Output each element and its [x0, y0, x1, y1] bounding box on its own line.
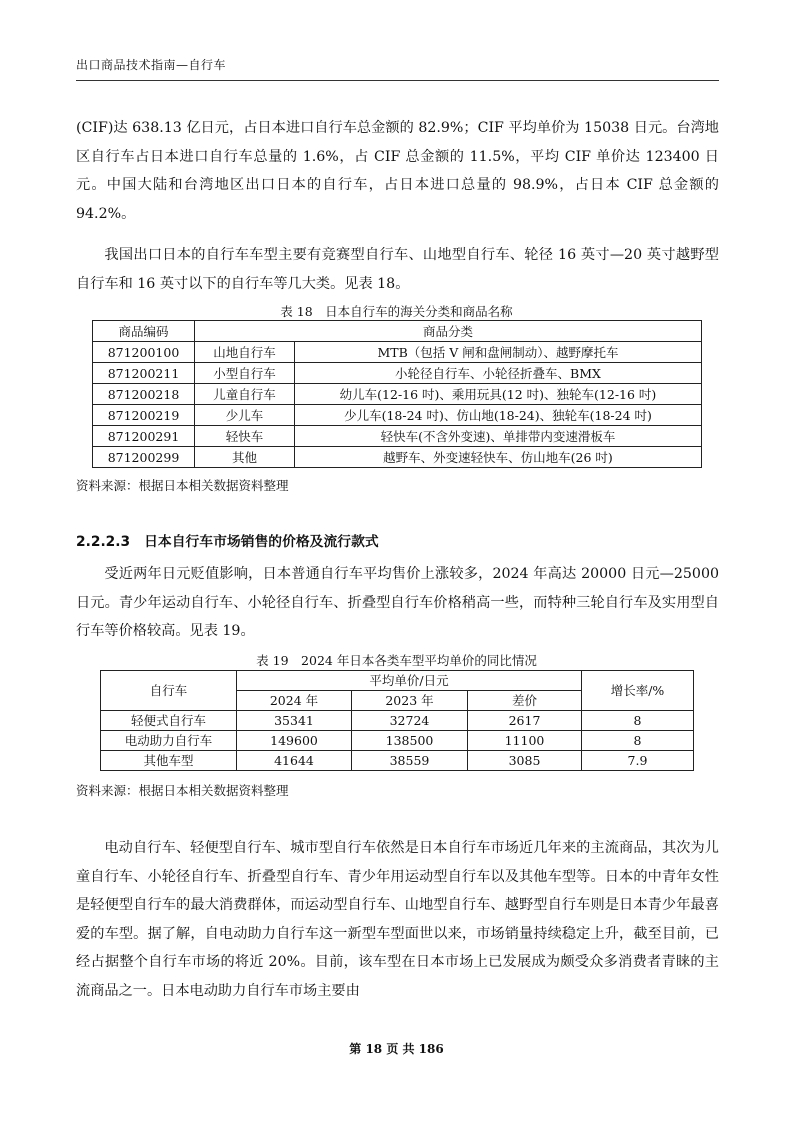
header-2024: 2024 年 [237, 691, 352, 711]
cell-diff: 2617 [468, 711, 582, 731]
table-row [93, 426, 702, 447]
cell-name: 其他车型 [101, 751, 237, 771]
cell-2024: 149600 [237, 731, 352, 751]
cell-code: 871200299 [93, 447, 195, 468]
paragraph-price-trends: 受近两年日元贬值影响，日本普通自行车平均售价上涨较多，2024 年高达 20000 日元—25000 日元。青少年运动自行车、小轮径自行车、折叠型自行车价格稍高一些，而特种三轮自行车及实用型自行车等价格较高。见表 19。 [76, 566, 719, 639]
table-row [93, 363, 702, 384]
cell-2024: 35341 [237, 711, 352, 731]
cell-name: 轻便式自行车 [101, 711, 237, 731]
cell-desc: 幼儿车(12-16 吋)、乘用玩具(12 吋)、独轮车(12-16 吋) [295, 384, 702, 405]
cell-code: 871200291 [93, 426, 195, 447]
cell-type: 山地自行车 [195, 342, 295, 363]
running-header: 出口商品技术指南—自行车 [76, 58, 227, 72]
paragraph-market-mainstream: 电动自行车、轻便型自行车、城市型自行车依然是日本自行车市场近几年来的主流商品，其次为儿童自行车、小轮径自行车、折叠型自行车、青少年用运动型自行车以及其他车型等。日本的中青年女性是轻便型自行车的最大消费群体，而运动型自行车、山地型自行车、越野型自行车则是日本青少年最喜爱的车型。据了解，自电动助力自行车这一新型车型面世以来，市场销量持续稳定上升，截至目前，已经占据整个自行车市场的将近 20%。目前，该车型在日本市场上已发展成为颇受众多消费者青睐的主流商品之一。日本电动助力自行车市场主要由 [76, 840, 719, 999]
table-header-row [101, 671, 694, 691]
table-row [101, 731, 694, 751]
table-18-customs-classification [92, 320, 702, 468]
table-19-average-price [100, 670, 694, 771]
cell-growth: 8 [582, 731, 694, 751]
cell-desc: MTB（包括 V 闸和盘闸制动）、越野摩托车 [295, 342, 702, 363]
paragraph-cif-summary: (CIF)达 638.13 亿日元，占日本进口自行车总金额的 82.9%；CIF 平均单价为 15038 日元。台湾地区自行车占日本进口自行车总量的 1.6%，占 CIF 总金额的 11.5%，平均 CIF 单价达 123400 日元。中国大陆和台湾地区出口日本的自行车，占日本进口总量的 98.9%，占日本 CIF 总金额的 94.2%。 [76, 120, 719, 222]
header-difference: 差价 [468, 691, 582, 711]
table-18-caption: 表 18 日本自行车的海关分类和商品名称 [280, 304, 513, 319]
cell-diff: 11100 [468, 731, 582, 751]
cell-desc: 越野车、外变速轻快车、仿山地车(26 吋) [295, 447, 702, 468]
cell-code: 871200100 [93, 342, 195, 363]
cell-2023: 32724 [352, 711, 468, 731]
cell-code: 871200219 [93, 405, 195, 426]
cell-type: 其他 [195, 447, 295, 468]
cell-2024: 41644 [237, 751, 352, 771]
table-row [101, 751, 694, 771]
header-product-code: 商品编码 [93, 321, 195, 342]
section-heading [76, 530, 379, 550]
cell-code: 871200218 [93, 384, 195, 405]
section-title-text: 日本自行车市场销售的价格及流行款式 [144, 534, 379, 550]
cell-2023: 138500 [352, 731, 468, 751]
cell-diff: 3085 [468, 751, 582, 771]
table-19-caption: 表 19 2024 年日本各类车型平均单价的同比情况 [256, 653, 537, 668]
cell-type: 少儿车 [195, 405, 295, 426]
table-header-row [93, 321, 702, 342]
table-row [101, 711, 694, 731]
table-row [93, 447, 702, 468]
header-product-category: 商品分类 [195, 321, 702, 342]
header-average-price: 平均单价/日元 [237, 671, 582, 691]
table-row [93, 342, 702, 363]
table-18-source: 资料来源：根据日本相关数据资料整理 [76, 478, 289, 493]
table-19-source: 资料来源：根据日本相关数据资料整理 [76, 783, 289, 798]
page-number: 第 18 页 共 186 [349, 1042, 444, 1056]
header-bicycle: 自行车 [101, 671, 237, 711]
section-number: 2.2.2.3 [76, 534, 131, 550]
cell-type: 轻快车 [195, 426, 295, 447]
table-row [93, 384, 702, 405]
header-2023: 2023 年 [352, 691, 468, 711]
header-growth-rate: 增长率/% [582, 671, 694, 711]
cell-growth: 7.9 [582, 751, 694, 771]
cell-type: 小型自行车 [195, 363, 295, 384]
cell-desc: 轻快车(不含外变速)、单排带内变速滑板车 [295, 426, 702, 447]
table-row [93, 405, 702, 426]
cell-2023: 38559 [352, 751, 468, 771]
cell-growth: 8 [582, 711, 694, 731]
header-divider [76, 80, 719, 81]
cell-desc: 小轮径自行车、小轮径折叠车、BMX [295, 363, 702, 384]
cell-desc: 少儿车(18-24 吋)、仿山地(18-24)、独轮车(18-24 吋) [295, 405, 702, 426]
cell-name: 电动助力自行车 [101, 731, 237, 751]
cell-code: 871200211 [93, 363, 195, 384]
cell-type: 儿童自行车 [195, 384, 295, 405]
paragraph-export-types: 我国出口日本的自行车车型主要有竞赛型自行车、山地型自行车、轮径 16 英寸—20 英寸越野型自行车和 16 英寸以下的自行车等几大类。见表 18。 [76, 247, 719, 292]
